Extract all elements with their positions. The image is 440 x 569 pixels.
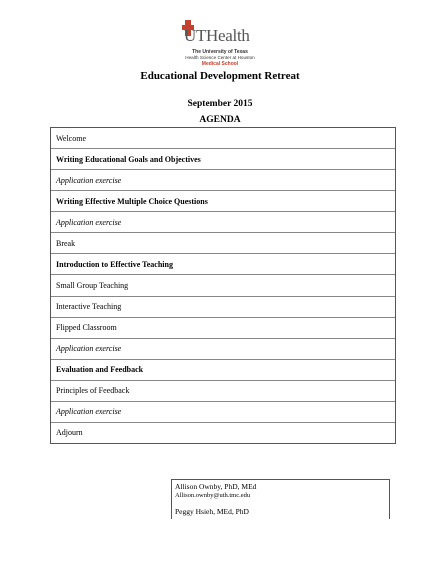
agenda-row [51,318,395,339]
contact-box [171,479,390,519]
agenda-item-text: Interactive Teaching [56,302,122,312]
agenda-row [51,254,395,275]
agenda-item-text: Flipped Classroom [56,323,117,333]
agenda-item-text: Application exercise [56,217,122,227]
agenda-heading: AGENDA [199,115,241,125]
agenda-row [51,297,395,318]
agenda-row [51,423,395,443]
agenda-item-text: Application exercise [56,344,122,354]
agenda-row [51,339,395,360]
agenda-item-text: Evaluation and Feedback [56,365,144,375]
agenda-row [51,212,395,233]
agenda-row [51,402,395,423]
contact-email-1: Allison.ownby@uth.tmc.edu [175,492,251,499]
agenda-item-text: Introduction to Effective Teaching [56,259,173,269]
agenda-item-text: Welcome [56,133,87,143]
document-title: Educational Development Retreat [140,70,300,82]
agenda-item-text: Small Group Teaching [56,280,129,290]
contact-name-1: Allison Ownby, PhD, MEd [175,482,257,491]
agenda-row [51,170,395,191]
agenda-item-text: Principles of Feedback [56,386,130,396]
contact-name-2: Peggy Hsieh, MEd, PhD [175,507,249,516]
agenda-item-text: Application exercise [56,407,122,417]
agenda-row [51,381,395,402]
logo-wordmark: UTHealth [184,26,250,45]
agenda-row [51,233,395,254]
agenda-item-text: Break [56,238,76,248]
uthealth-logo [180,18,260,67]
document-date: September 2015 [187,99,253,109]
agenda-row [51,128,395,149]
agenda-row [51,149,395,170]
agenda-item-text: Adjourn [56,428,83,438]
logo-school-line: Medical School [201,61,239,67]
logo-center-line: Health Science Center at Houston [185,55,255,60]
agenda-item-text: Application exercise [56,175,122,185]
agenda-table [50,127,396,444]
agenda-row [51,191,395,212]
agenda-item-text: Writing Effective Multiple Choice Questions [56,196,208,206]
logo-university-line: The University of Texas [192,49,248,55]
agenda-item-text: Writing Educational Goals and Objectives [56,154,201,164]
agenda-row [51,275,395,296]
agenda-row [51,360,395,381]
